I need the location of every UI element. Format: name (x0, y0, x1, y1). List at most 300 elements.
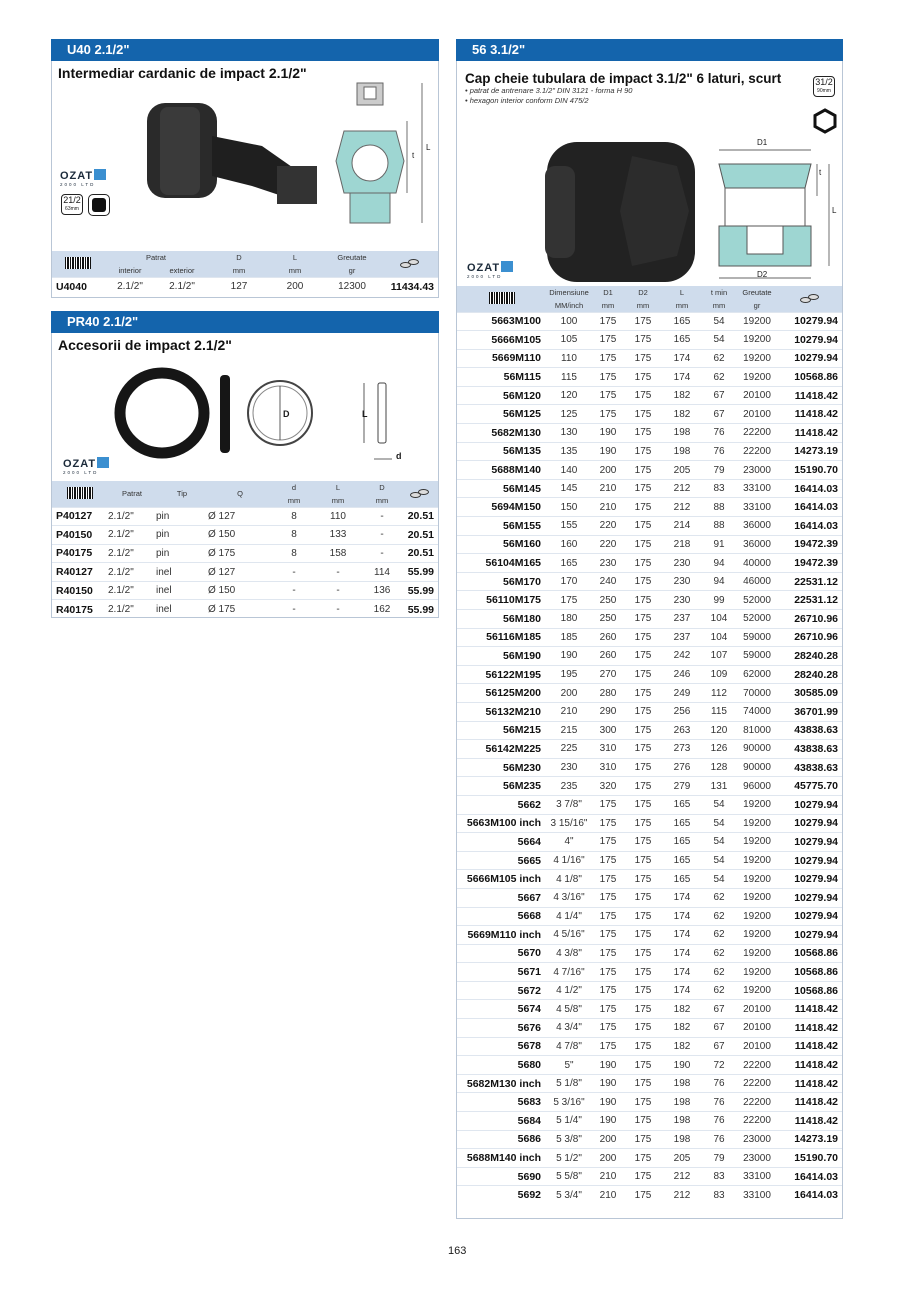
cell-d1: 175 (591, 981, 625, 1000)
cell-tmin: 88 (703, 517, 735, 536)
cell-weight: 70000 (735, 684, 779, 703)
cell-d1: 210 (591, 498, 625, 517)
cell-d2: 175 (625, 777, 661, 796)
cell-d1: 175 (591, 870, 625, 889)
cell-price: 16414.03 (779, 1167, 842, 1186)
cell-l: 276 (661, 758, 703, 777)
pr40-table (52, 481, 438, 619)
table-row (457, 684, 842, 703)
cell-code: R40175 (52, 600, 108, 619)
cell-price: 22531.12 (779, 591, 842, 610)
cell-patrat: 2.1/2" (108, 581, 156, 600)
cell-code: 5666M105 inch (457, 870, 547, 889)
cell-l: - (316, 600, 360, 619)
cell-code: 56M215 (457, 721, 547, 740)
cell-dimension: 235 (547, 777, 591, 796)
cell-l: 182 (661, 1019, 703, 1038)
cell-code: 5669M110 inch (457, 926, 547, 945)
cell-weight: 36000 (735, 517, 779, 536)
cell-tip: pin (156, 507, 208, 526)
cell-interior: 2.1/2" (104, 277, 156, 296)
cell-code: 5663M100 (457, 312, 547, 331)
cell-code: 5686 (457, 1130, 547, 1149)
cell-d1: 220 (591, 535, 625, 554)
cell-dimension: 4 1/8" (547, 870, 591, 889)
cell-l: 212 (661, 1186, 703, 1205)
cell-tip: inel (156, 581, 208, 600)
s56-brand-logo (467, 261, 513, 279)
brand-subtitle: 2000 LTD (467, 274, 503, 279)
cell-d2: 175 (625, 610, 661, 629)
u40-col-weight: Greutate (320, 251, 384, 264)
cell-weight: 19200 (735, 888, 779, 907)
cell-dimension: 140 (547, 461, 591, 480)
cell-code: 5671 (457, 963, 547, 982)
barcode-icon (52, 481, 108, 507)
cell-code: 56M145 (457, 479, 547, 498)
cell-weight: 19200 (735, 907, 779, 926)
cell-dimension: 4 1/2" (547, 981, 591, 1000)
pr40-panel (51, 311, 439, 618)
cell-d1: 190 (591, 424, 625, 443)
cell-d: 8 (272, 507, 316, 526)
cell-tmin: 115 (703, 702, 735, 721)
cell-tmin: 76 (703, 1093, 735, 1112)
cell-tmin: 76 (703, 1112, 735, 1131)
cell-price: 20.51 (404, 507, 438, 526)
cell-l: 182 (661, 1000, 703, 1019)
cell-price: 11418.42 (779, 424, 842, 443)
cell-d2: 175 (625, 331, 661, 350)
cell-l: 165 (661, 851, 703, 870)
cell-weight: 19200 (735, 312, 779, 331)
cell-l: 198 (661, 1130, 703, 1149)
cell-l: 212 (661, 1167, 703, 1186)
cell-tmin: 83 (703, 479, 735, 498)
cell-d1: 200 (591, 1130, 625, 1149)
cell-tmin: 54 (703, 833, 735, 852)
cell-d1: 250 (591, 610, 625, 629)
table-row (52, 526, 438, 545)
table-row (457, 758, 842, 777)
cell-dimension: 210 (547, 702, 591, 721)
cell-d2: 175 (625, 442, 661, 461)
cell-dimension: 195 (547, 665, 591, 684)
cell-l: 246 (661, 665, 703, 684)
cell-price: 28240.28 (779, 665, 842, 684)
table-row (457, 944, 842, 963)
u40-panel (51, 39, 439, 298)
cell-d2: 175 (625, 591, 661, 610)
cell-dimension: 125 (547, 405, 591, 424)
cell-price: 55.99 (404, 563, 438, 582)
cell-price: 11418.42 (779, 386, 842, 405)
cell-tmin: 54 (703, 851, 735, 870)
table-row (457, 702, 842, 721)
cell-dimension: 4" (547, 833, 591, 852)
cell-tmin: 54 (703, 795, 735, 814)
cell-d: - (272, 581, 316, 600)
cell-tmin: 107 (703, 647, 735, 666)
cell-weight: 19200 (735, 814, 779, 833)
s56-unit-d2: mm (625, 299, 661, 312)
cell-d1: 200 (591, 461, 625, 480)
cell-tmin: 67 (703, 405, 735, 424)
s56-title: Cap cheie tubulara de impact 3.1/2" 6 laturi, scurt (465, 71, 782, 86)
cell-dimension: 4 3/4" (547, 1019, 591, 1038)
product-code: U4040 (52, 277, 104, 296)
cell-d1: 250 (591, 591, 625, 610)
cell-weight: 19200 (735, 981, 779, 1000)
cell-tmin: 109 (703, 665, 735, 684)
cell-l: 237 (661, 628, 703, 647)
u40-badge-sub: 63mm (65, 206, 79, 212)
cell-l: 165 (661, 814, 703, 833)
cell-d2: 175 (625, 1019, 661, 1038)
cell-price: 36701.99 (779, 702, 842, 721)
cell-code: 5676 (457, 1019, 547, 1038)
cell-code: 5662 (457, 795, 547, 814)
cell-price: 14273.19 (779, 442, 842, 461)
cell-l: 165 (661, 833, 703, 852)
cell-d1: 230 (591, 554, 625, 573)
table-row (457, 461, 842, 480)
cell-price: 26710.96 (779, 610, 842, 629)
cell-weight: 59000 (735, 628, 779, 647)
cell-l: 212 (661, 498, 703, 517)
cell-dimension: 3 7/8" (547, 795, 591, 814)
cell-code: 56125M200 (457, 684, 547, 703)
cell-d2: 175 (625, 517, 661, 536)
cell-d1: 190 (591, 442, 625, 461)
cell-code: 5668 (457, 907, 547, 926)
cell-weight: 19200 (735, 795, 779, 814)
u40-unit-d: mm (208, 264, 270, 277)
cell-dimension: 4 1/16" (547, 851, 591, 870)
cell-tmin: 104 (703, 610, 735, 629)
cell-d2: 175 (625, 498, 661, 517)
cell-d2: 175 (625, 554, 661, 573)
s56-note-2: • hexagon interior conform DIN 475/2 (465, 96, 589, 105)
pr40-unit-d: mm (272, 494, 316, 507)
cell-price: 10279.94 (779, 349, 842, 368)
cell-tmin: 88 (703, 498, 735, 517)
cell-weight: 19200 (735, 926, 779, 945)
cell-dimension: 215 (547, 721, 591, 740)
cell-price: 16414.03 (779, 479, 842, 498)
cell-dimension: 200 (547, 684, 591, 703)
cell-price: 11418.42 (779, 1000, 842, 1019)
cell-d2: 175 (625, 461, 661, 480)
cell-dimension: 180 (547, 610, 591, 629)
cell-code: 5674 (457, 1000, 547, 1019)
s56-header: 56 3.1/2" (456, 39, 843, 61)
cell-l: 174 (661, 888, 703, 907)
cell-d1: 210 (591, 1186, 625, 1205)
table-row (457, 312, 842, 331)
cell-d2: 175 (625, 981, 661, 1000)
cell-l: 237 (661, 610, 703, 629)
s56-size-badge (813, 76, 835, 97)
cell-d2: 175 (625, 1000, 661, 1019)
cell-d2: 175 (625, 888, 661, 907)
cell-weight: 33100 (735, 479, 779, 498)
cell-tmin: 83 (703, 1167, 735, 1186)
cell-code: 56M235 (457, 777, 547, 796)
u40-product-image (52, 81, 438, 251)
cell-d1: 175 (591, 963, 625, 982)
cell-dimension: 5" (547, 1056, 591, 1075)
cell-d2: 175 (625, 944, 661, 963)
cell-l: 174 (661, 349, 703, 368)
cell-d2: 175 (625, 926, 661, 945)
cell-code: 56122M195 (457, 665, 547, 684)
cell-d2: 175 (625, 1186, 661, 1205)
cell-l: 174 (661, 368, 703, 387)
cell-dimension: 3 15/16" (547, 814, 591, 833)
cell-patrat: 2.1/2" (108, 507, 156, 526)
pr40-dim-D: D (283, 409, 290, 419)
cell-weight: 90000 (735, 740, 779, 759)
cell-patrat: 2.1/2" (108, 544, 156, 563)
table-row (457, 442, 842, 461)
u40-illustration (52, 81, 438, 251)
cell-tmin: 67 (703, 1019, 735, 1038)
cell-patrat: 2.1/2" (108, 600, 156, 619)
cell-dimension: 175 (547, 591, 591, 610)
cell-code: 56M115 (457, 368, 547, 387)
cell-d: - (272, 563, 316, 582)
cell-weight: 22200 (735, 1056, 779, 1075)
table-row (457, 833, 842, 852)
cell-d1: 260 (591, 647, 625, 666)
table-row (457, 963, 842, 982)
cell-l: 174 (661, 963, 703, 982)
cell-code: 5682M130 (457, 424, 547, 443)
cell-d2: 175 (625, 833, 661, 852)
cell-code: 5665 (457, 851, 547, 870)
cell-dimension: 145 (547, 479, 591, 498)
cell-d1: 175 (591, 944, 625, 963)
cell-l: - (316, 581, 360, 600)
table-row (457, 851, 842, 870)
table-row (457, 572, 842, 591)
cell-price: 10568.86 (779, 981, 842, 1000)
table-row (457, 405, 842, 424)
u40-col-interior: interior (104, 264, 156, 277)
cell-tmin: 91 (703, 535, 735, 554)
cell-price: 19472.39 (779, 554, 842, 573)
cell-l: 198 (661, 1074, 703, 1093)
cell-l: 198 (661, 1112, 703, 1131)
table-row (457, 926, 842, 945)
cell-code: 5678 (457, 1037, 547, 1056)
cell-price: 15190.70 (779, 1149, 842, 1168)
s56-col-weight: Greutate (735, 286, 779, 299)
cell-q: Ø 175 (208, 544, 272, 563)
cell-l: 230 (661, 572, 703, 591)
cell-price: 15190.70 (779, 461, 842, 480)
cell-price: 11418.42 (779, 405, 842, 424)
cell-d2: 175 (625, 851, 661, 870)
cell-code: R40150 (52, 581, 108, 600)
barcode-icon (457, 286, 547, 312)
cell-price: 11418.42 (779, 1019, 842, 1038)
pr40-dim-L: L (362, 409, 368, 419)
pr40-col-patrat: Patrat (108, 481, 156, 507)
cell-d1: 190 (591, 1074, 625, 1093)
cell-l: 198 (661, 424, 703, 443)
cell-l: 263 (661, 721, 703, 740)
table-row (457, 981, 842, 1000)
cell-tmin: 62 (703, 888, 735, 907)
table-row (457, 721, 842, 740)
cell-dimension: 5 1/8" (547, 1074, 591, 1093)
cell-weight: 20100 (735, 386, 779, 405)
cell-code: 56M160 (457, 535, 547, 554)
cell-dimension: 5 1/2" (547, 1149, 591, 1168)
cell-weight: 23000 (735, 461, 779, 480)
cell-price: 11418.42 (779, 1074, 842, 1093)
pr40-illustration (52, 353, 438, 481)
cell-d2: 175 (625, 665, 661, 684)
cell-tmin: 76 (703, 1130, 735, 1149)
cell-price: 10568.86 (779, 963, 842, 982)
u40-header: U40 2.1/2" (51, 39, 439, 61)
cell-dimension: 165 (547, 554, 591, 573)
cell-weight: 20100 (735, 1019, 779, 1038)
cell-d: - (272, 600, 316, 619)
cell-dimension: 4 3/16" (547, 888, 591, 907)
cell-d2: 175 (625, 1037, 661, 1056)
s56-panel (456, 39, 843, 1219)
cell-l: 165 (661, 795, 703, 814)
cell-exterior: 2.1/2" (156, 277, 208, 296)
cell-d: 8 (272, 526, 316, 545)
cell-tmin: 54 (703, 331, 735, 350)
cell-tmin: 62 (703, 349, 735, 368)
cell-d2: 175 (625, 795, 661, 814)
brand-name: OZAT (467, 262, 501, 274)
table-row (457, 907, 842, 926)
table-row (457, 554, 842, 573)
cell-dimension: 5 3/4" (547, 1186, 591, 1205)
cell-dimension: 160 (547, 535, 591, 554)
cell-l: 198 (661, 442, 703, 461)
cell-tip: pin (156, 526, 208, 545)
cell-dimension: 5 1/4" (547, 1112, 591, 1131)
cell-weight: 81000 (735, 721, 779, 740)
cell-d1: 175 (591, 386, 625, 405)
cell-l: 279 (661, 777, 703, 796)
table-row (457, 1093, 842, 1112)
cell-d2: 175 (625, 479, 661, 498)
table-row (457, 479, 842, 498)
cell-weight: 19200 (735, 851, 779, 870)
cell-d2: 175 (625, 684, 661, 703)
cell-d2: 175 (625, 349, 661, 368)
table-row (457, 628, 842, 647)
pr40-unit-D: mm (360, 494, 404, 507)
cell-weight: 52000 (735, 591, 779, 610)
s56-unit-weight: gr (735, 299, 779, 312)
cell-d2: 175 (625, 628, 661, 647)
table-row (457, 1056, 842, 1075)
cell-l: 205 (661, 1149, 703, 1168)
cell-price: 10279.94 (779, 814, 842, 833)
cell-d1: 175 (591, 368, 625, 387)
cell-dimension: 170 (547, 572, 591, 591)
cell-price: 43838.63 (779, 758, 842, 777)
cell-weight: 23000 (735, 1149, 779, 1168)
cell-d2: 175 (625, 702, 661, 721)
cell-d1: 200 (591, 1149, 625, 1168)
u40-title: Intermediar cardanic de impact 2.1/2" (58, 65, 307, 81)
cell-code: 5694M150 (457, 498, 547, 517)
cell-price: 16414.03 (779, 517, 842, 536)
cell-weight: 19200 (735, 944, 779, 963)
cell-weight: 19200 (735, 870, 779, 889)
cell-l: 165 (661, 312, 703, 331)
cell-weight: 46000 (735, 572, 779, 591)
cell-price: 26710.96 (779, 628, 842, 647)
cell-code: 56M170 (457, 572, 547, 591)
cell-code: P40150 (52, 526, 108, 545)
cell-l: 198 (661, 1093, 703, 1112)
cell-d2: 175 (625, 907, 661, 926)
cell-d: 127 (208, 277, 270, 296)
cell-price: 11418.42 (779, 1093, 842, 1112)
cell-dimension: 5 3/8" (547, 1130, 591, 1149)
cell-price: 10279.94 (779, 888, 842, 907)
cell-d1: 175 (591, 349, 625, 368)
cell-l: 214 (661, 517, 703, 536)
s56-col-d2: D2 (625, 286, 661, 299)
cell-d1: 175 (591, 814, 625, 833)
cell-dimension: 130 (547, 424, 591, 443)
u40-unit-l: mm (270, 264, 320, 277)
cell-l: 190 (661, 1056, 703, 1075)
cell-d1: 270 (591, 665, 625, 684)
cell-tmin: 72 (703, 1056, 735, 1075)
cell-d2: 175 (625, 1074, 661, 1093)
cell-price: 16414.03 (779, 1186, 842, 1205)
cell-code: P40127 (52, 507, 108, 526)
s56-dim-D2: D2 (757, 270, 768, 279)
cell-tmin: 62 (703, 907, 735, 926)
cell-price: 55.99 (404, 581, 438, 600)
cell-code: 56132M210 (457, 702, 547, 721)
cell-tmin: 76 (703, 424, 735, 443)
table-row (457, 1130, 842, 1149)
cell-dimension: 225 (547, 740, 591, 759)
pr40-title: Accesorii de impact 2.1/2" (58, 337, 232, 353)
cell-d2: 175 (625, 1130, 661, 1149)
cell-code: 5670 (457, 944, 547, 963)
coins-icon (404, 481, 438, 507)
cell-price: 10279.94 (779, 907, 842, 926)
cell-code: 5683 (457, 1093, 547, 1112)
cell-l: 182 (661, 405, 703, 424)
cell-d: - (360, 526, 404, 545)
cell-d1: 310 (591, 758, 625, 777)
cell-l: 165 (661, 331, 703, 350)
cell-l: 182 (661, 386, 703, 405)
cell-d1: 175 (591, 312, 625, 331)
cell-price: 16414.03 (779, 498, 842, 517)
table-row (457, 870, 842, 889)
cell-d1: 175 (591, 926, 625, 945)
